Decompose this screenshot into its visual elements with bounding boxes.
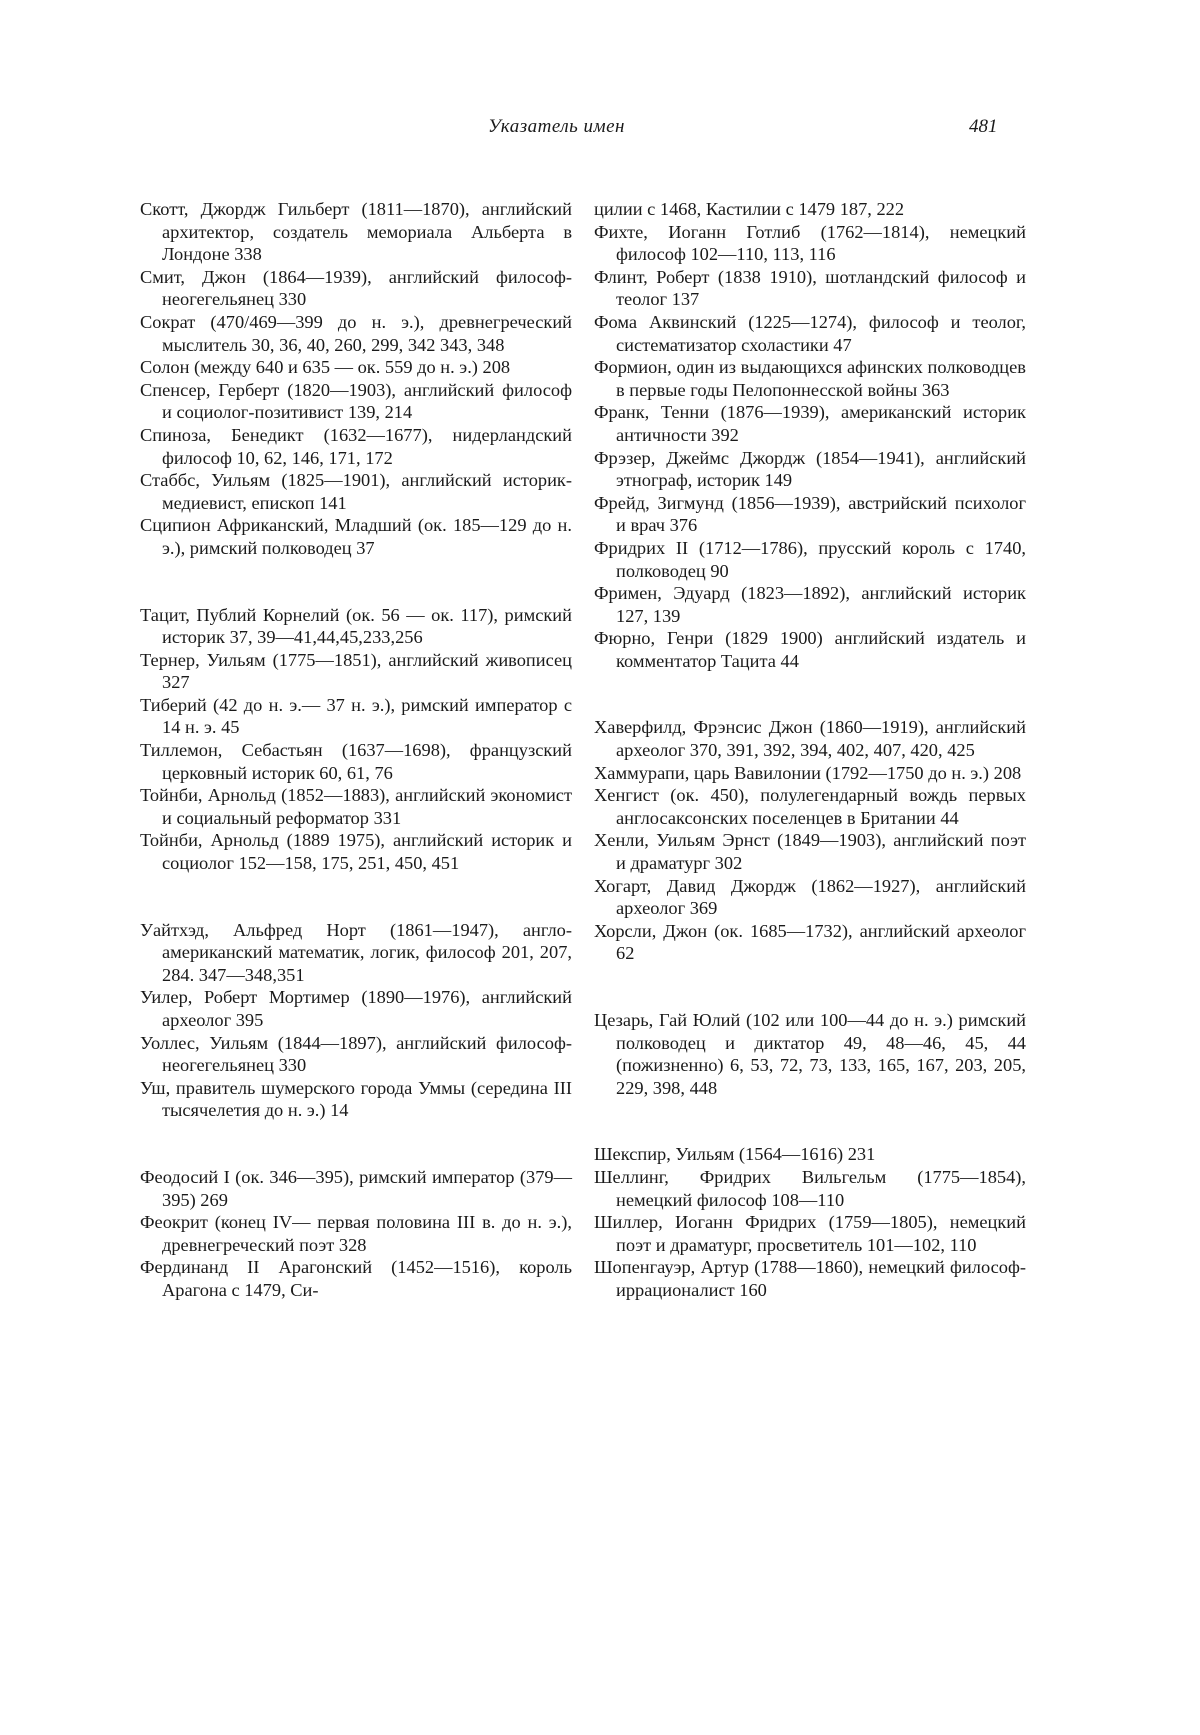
index-entry: Спиноза, Бенедикт (1632—1677), нидерландский философ 10, 62, 146, 171, 172	[140, 424, 572, 468]
running-header	[0, 116, 1200, 146]
index-entry: Сципион Африканский, Младший (ок. 185—129 до н. э.), римский полководец 37	[140, 515, 572, 558]
index-entry: Фридрих II (1712—1786), прусский король с 1740, полководец 90	[594, 537, 1026, 581]
page-number: 481	[969, 116, 998, 137]
index-entry: Уоллес, Уильям (1844—1897), английский философ-неогегельянец 330	[140, 1032, 572, 1076]
index-entry: Цезарь, Гай Юлий (102 или 100—44 до н. э.) римский полководец и диктатор 49, 48—46, 45, 44 (пожизненно) 6, 53, 72, 73, 133, 165, 167, 203, 205, 229, 398, 448	[594, 1010, 1026, 1098]
index-entry: Франк, Тенни (1876—1939), американский историк античности 392	[594, 402, 1026, 445]
index-entry: Хаммурапи, царь Вавилонии (1792—1750 до н. э.) 208	[594, 762, 1022, 783]
index-entry: Фримен, Эдуард (1823—1892), английский историк 127, 139	[594, 583, 1026, 626]
index-entry: Солон (между 640 и 635 — ок. 559 до н. э.) 208	[140, 357, 511, 378]
index-entry: Хаверфилд, Фрэнсис Джон (1860—1919), английский археолог 370, 391, 392, 394, 402, 407, 420, 425	[594, 717, 1026, 761]
index-entry: Тиллемон, Себастьян (1637—1698), французский церковный историк 60, 61, 76	[140, 740, 572, 783]
index-entry: Шиллер, Иоганн Фридрих (1759—1805), немецкий поэт и драматург, просветитель 101—102, 110	[594, 1212, 1026, 1255]
letter-group-ts	[594, 1009, 1026, 1099]
letter-group-sh	[594, 1143, 1026, 1301]
index-entry: Шекспир, Уильям (1564—1616) 231	[594, 1144, 876, 1165]
index-entry: Фюрно, Генри (1829 1900) английский издатель и комментатор Тацита 44	[594, 628, 1026, 671]
index-entry: Хогарт, Давид Джордж (1862—1927), английский археолог 369	[594, 875, 1026, 919]
index-entry: Формион, один из выдающихся афинских полководцев в первые годы Пелопоннесской войны 363	[594, 357, 1026, 400]
index-entry: Хенгист (ок. 450), полулегендарный вождь первых англосаксонских поселенцев в Британии 44	[594, 785, 1026, 828]
index-entry: Уш, правитель шумерского города Уммы (середина III тысячелетия до н. э.) 14	[140, 1077, 572, 1121]
index-entry: Смит, Джон (1864—1939), английский философ-неогегельянец 330	[140, 266, 572, 310]
index-entry: Фихте, Иоганн Готлиб (1762—1814), немецкий философ 102—110, 113, 116	[594, 221, 1026, 265]
index-entry: Хенли, Уильям Эрнст (1849—1903), английский поэт и драматург 302	[594, 830, 1026, 874]
index-entry: Фердинанд II Арагонский (1452—1516), король Арагона с 1479, Си-	[140, 1257, 572, 1300]
index-entry: Фома Аквинский (1225—1274), философ и теолог, систематизатор схоластики 47	[594, 311, 1026, 355]
index-entry: Стаббс, Уильям (1825—1901), английский историк-медиевист, епископ 141	[140, 470, 572, 513]
index-entry: Хорсли, Джон (ок. 1685—1732), английский археолог 62	[594, 920, 1026, 964]
index-entry: Уайтхэд, Альфред Норт (1861—1947), англо-американский математик, логик, философ 201, 207, 284. 347—348,351	[140, 919, 572, 985]
letter-group-u	[140, 919, 572, 1122]
index-entry: Феокрит (конец IV— первая половина III в. до н. э.), древнегреческий поэт 328	[140, 1212, 572, 1255]
index-entry: Шопенгауэр, Артур (1788—1860), немецкий философ-иррационалист 160	[594, 1257, 1026, 1300]
index-entry: Сократ (470/469—399 до н. э.), древнегреческий мыслитель 30, 36, 40, 260, 299, 342 343, 348	[140, 311, 572, 355]
running-title: Указатель имен	[488, 116, 625, 137]
index-entry: Уилер, Роберт Мортимер (1890—1976), английский археолог 395	[140, 987, 572, 1030]
index-entry: Тойнби, Арнольд (1852—1883), английский экономист и социальный реформатор 331	[140, 785, 572, 828]
index-entry: Тойнби, Арнольд (1889 1975), английский историк и социолог 152—158, 175, 251, 450, 451	[140, 830, 572, 874]
letter-group-s	[140, 198, 572, 560]
index-entry: Фрэзер, Джеймс Джордж (1854—1941), английский этнограф, историк 149	[594, 447, 1026, 491]
index-entry: Фрейд, Зигмунд (1856—1939), австрийский психолог и врач 376	[594, 492, 1026, 536]
index-entry: Спенсер, Герберт (1820—1903), английский философ и социолог-позитивист 139, 214	[140, 379, 572, 423]
left-column	[140, 198, 572, 1346]
letter-group-t	[140, 604, 572, 875]
letter-group-f-cont	[594, 198, 1026, 672]
index-entry: Скотт, Джордж Гильберт (1811—1870), английский архитектор, создатель мемориала Альберта в Лондоне 338	[140, 199, 572, 265]
index-entry: Феодосий I (ок. 346—395), римский император (379—395) 269	[140, 1166, 572, 1210]
letter-group-kh	[594, 716, 1026, 965]
index-entry-continuation: цилии с 1468, Кастилии с 1479 187, 222	[594, 199, 905, 219]
letter-group-f	[140, 1166, 572, 1302]
index-entry: Шеллинг, Фридрих Вильгельм (1775—1854), немецкий философ 108—110	[594, 1166, 1026, 1210]
index-entry: Флинт, Роберт (1838 1910), шотландский философ и теолог 137	[594, 266, 1026, 310]
index-entry: Тернер, Уильям (1775—1851), английский живописец 327	[140, 649, 572, 693]
index-entry: Тацит, Публий Корнелий (ок. 56 — ок. 117), римский историк 37, 39—41,44,45,233,256	[140, 604, 572, 648]
index-entry: Тиберий (42 до н. э.— 37 н. э.), римский император с 14 н. э. 45	[140, 694, 572, 738]
right-column	[594, 198, 1026, 1346]
